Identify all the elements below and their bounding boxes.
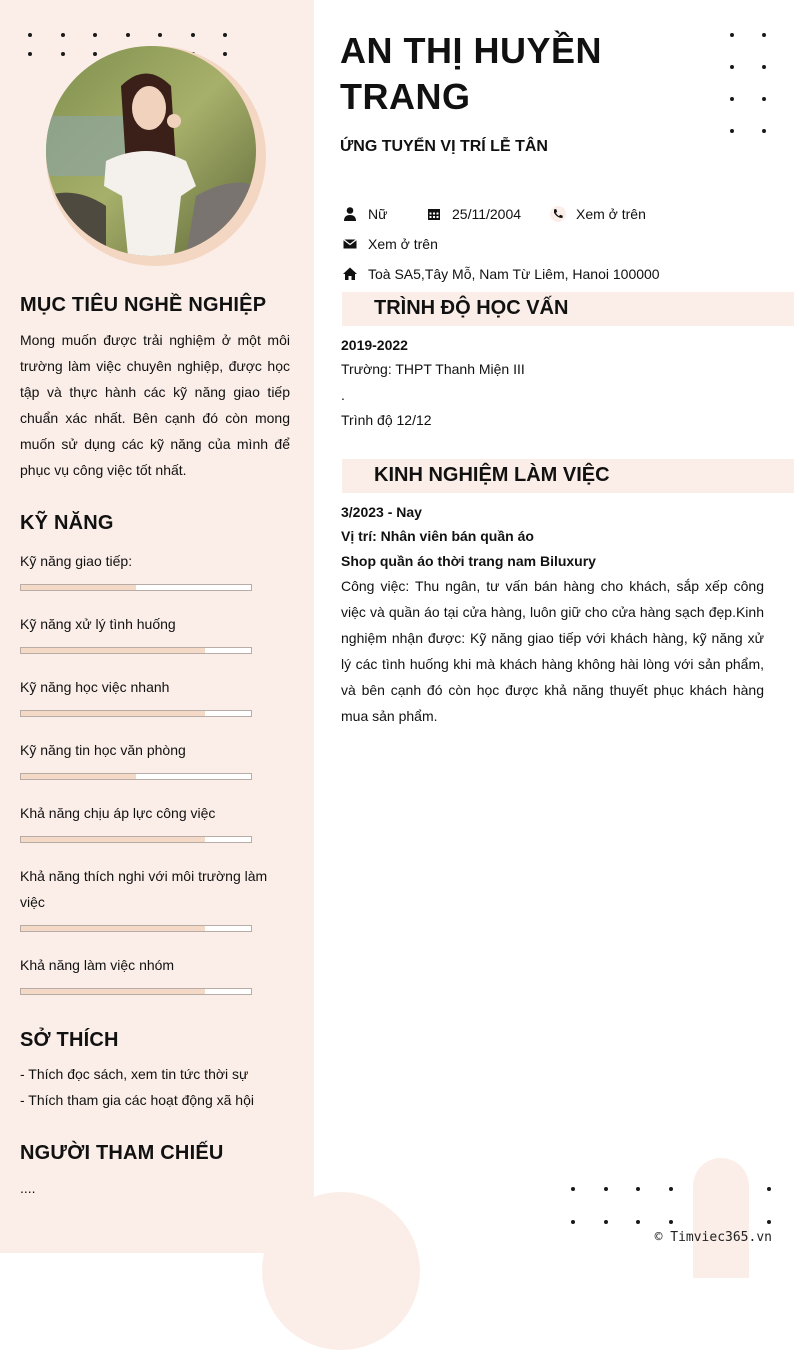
education-period: 2019-2022: [341, 337, 408, 353]
decorative-dot: [730, 65, 734, 69]
decorative-dot: [604, 1220, 608, 1224]
applied-position: ỨNG TUYỂN VỊ TRÍ LỄ TÂN: [340, 138, 548, 155]
phone-info: [550, 206, 646, 222]
skill-label: Kỹ năng học việc nhanh: [20, 679, 170, 695]
decorative-dot: [604, 1187, 608, 1191]
skill-label: Kỹ năng giao tiếp:: [20, 553, 133, 569]
experience-role: Vị trí: Nhân viên bán quần áo: [341, 528, 534, 544]
experience-header: [342, 459, 794, 493]
decorative-dot: [636, 1187, 640, 1191]
skill-level-fill: [21, 648, 205, 653]
skill-level-fill: [21, 711, 205, 716]
decorative-dot: [28, 52, 32, 56]
education-header: [342, 292, 794, 326]
decorative-dot: [730, 97, 734, 101]
experience-description: Công việc: Thu ngân, tư vấn bán hàng cho khách, sắp xếp công việc và quần áo tại cửa hàng, luôn giữ cho cửa hàng sạch đẹp.Kinh nghiệm nhận được: Kỹ năng giao tiếp với khách hàng, kỹ năng xử lý các tình huống khi mà khách hàng không hài lòng với sản phẩm, và bên cạnh đó còn học được khả năng thuyết phục khách hàng mua sản phẩm.: [341, 578, 764, 724]
home-icon: [342, 266, 358, 282]
education-level: Trình độ 12/12: [341, 412, 432, 428]
address-info: [342, 266, 660, 282]
phone-value: Xem ở trên: [576, 206, 646, 222]
objective-title: MỤC TIÊU NGHỀ NGHIỆP: [20, 294, 267, 316]
decorative-dot: [61, 33, 65, 37]
skill-label: Kỹ năng xử lý tình huống: [20, 616, 176, 632]
objective-text: Mong muốn được trải nghiệm ở một môi trường làm việc chuyên nghiệp, được học tập và thực hành các kỹ năng giao tiếp chuẩn xác nhất. Bên cạnh đó còn mong muốn sử dụng các kỹ năng của mình để phục vụ công việc tốt nhất.: [20, 332, 290, 478]
references-title: NGƯỜI THAM CHIẾU: [20, 1142, 224, 1164]
gender-value: Nữ: [368, 206, 388, 222]
decorative-dot: [767, 1187, 771, 1191]
decorative-dot: [762, 33, 766, 37]
decorative-circle: [262, 1192, 420, 1350]
experience-company: Shop quần áo thời trang nam Biluxury: [341, 553, 596, 569]
skill-level-fill: [21, 585, 136, 590]
birthday-value: 25/11/2004: [452, 206, 522, 222]
skill-level-bar: [20, 773, 252, 780]
references-text: ....: [20, 1180, 36, 1196]
email-value: Xem ở trên: [368, 236, 438, 252]
skill-level-fill: [21, 837, 205, 842]
experience-title: KINH NGHIỆM LÀM VIỆC: [374, 464, 610, 486]
decorative-arch: [693, 1158, 749, 1278]
decorative-dot: [767, 1220, 771, 1224]
skill-level-bar: [20, 647, 252, 654]
skill-level-bar: [20, 988, 252, 995]
skill-level-bar: [20, 836, 252, 843]
hobby-item: - Thích tham gia các hoạt động xã hội: [20, 1092, 254, 1108]
skill-level-bar: [20, 710, 252, 717]
decorative-dot: [730, 129, 734, 133]
decorative-dot: [223, 52, 227, 56]
birthday-info: [426, 206, 521, 222]
education-separator: .: [341, 387, 345, 403]
decorative-dot: [762, 129, 766, 133]
skill-level-fill: [21, 926, 205, 931]
decorative-dot: [730, 33, 734, 37]
skill-level-bar: [20, 925, 252, 932]
gender-info: [342, 206, 387, 222]
mail-icon: [342, 236, 358, 252]
decorative-dot: [762, 97, 766, 101]
avatar: [46, 46, 256, 256]
skill-label: Khả năng chịu áp lực công việc: [20, 805, 216, 821]
skill-level-fill: [21, 989, 205, 994]
hobby-item: - Thích đọc sách, xem tin tức thời sự: [20, 1066, 249, 1082]
decorative-dot: [158, 33, 162, 37]
decorative-dot: [28, 33, 32, 37]
candidate-name: AN THỊ HUYỀN TRANG: [340, 30, 603, 117]
decorative-dot: [126, 33, 130, 37]
decorative-dot: [636, 1220, 640, 1224]
skills-title: KỸ NĂNG: [20, 512, 114, 534]
calendar-icon: [426, 206, 442, 222]
skill-level-bar: [20, 584, 252, 591]
email-info: [342, 236, 438, 252]
hobbies-title: SỞ THÍCH: [20, 1029, 119, 1051]
decorative-dot: [762, 65, 766, 69]
decorative-dot: [191, 33, 195, 37]
skill-label: Khả năng thích nghi với môi trường làm việc: [20, 868, 268, 910]
education-school: Trường: THPT Thanh Miện III: [341, 361, 525, 377]
decorative-dot: [669, 1220, 673, 1224]
decorative-dot: [669, 1187, 673, 1191]
decorative-dot: [571, 1220, 575, 1224]
experience-period: 3/2023 - Nay: [341, 504, 422, 520]
phone-icon: [550, 206, 566, 222]
decorative-dot: [93, 52, 97, 56]
skill-level-fill: [21, 774, 136, 779]
address-value: Toà SA5,Tây Mỗ, Nam Từ Liêm, Hanoi 100000: [368, 266, 660, 282]
watermark: © Timviec365.vn: [654, 1230, 772, 1245]
person-icon: [342, 206, 358, 222]
skill-label: Khả năng làm việc nhóm: [20, 957, 175, 973]
decorative-dot: [61, 52, 65, 56]
decorative-dot: [93, 33, 97, 37]
education-title: TRÌNH ĐỘ HỌC VẤN: [374, 297, 569, 319]
decorative-dot: [223, 33, 227, 37]
skill-label: Kỹ năng tin học văn phòng: [20, 742, 186, 758]
decorative-dot: [571, 1187, 575, 1191]
